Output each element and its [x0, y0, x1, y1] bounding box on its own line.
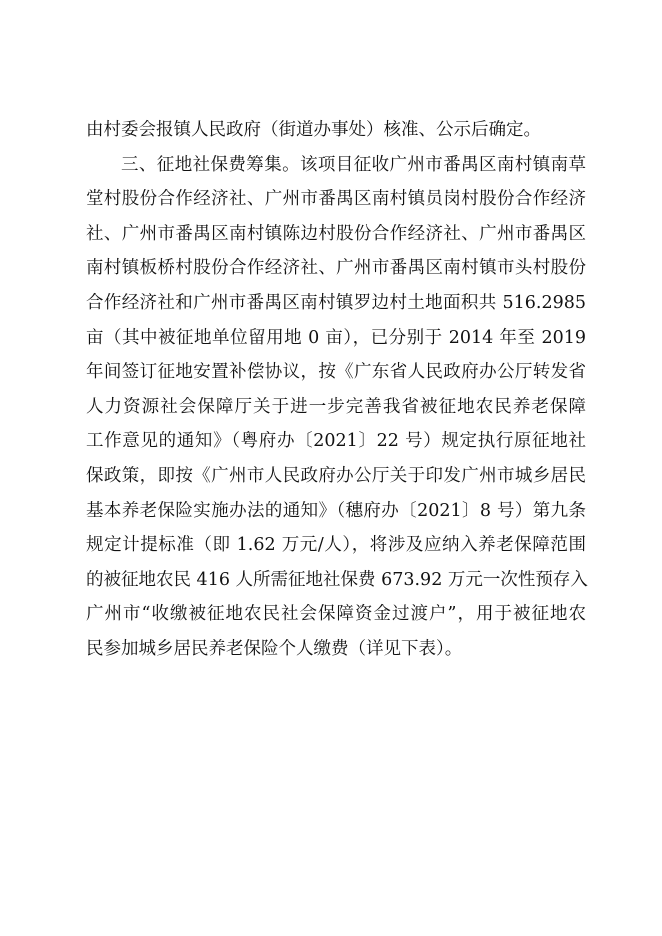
text-line: 保政策，即按《广州市人民政府办公厅关于印发广州市城乡居民 — [86, 465, 586, 486]
text-line: 南村镇板桥村股份合作经济社、广州市番禺区南村镇市头村股份 — [86, 258, 586, 279]
text-line: 堂村股份合作经济社、广州市番禺区南村镇员岗村股份合作经济 — [86, 189, 586, 210]
text-line: 合作经济社和广州市番禺区南村镇罗边村土地面积共 516.2985 — [86, 292, 586, 313]
text-line: 规定计提标准（即 1.62 万元/人），将涉及应纳入养老保障范围 — [86, 535, 586, 556]
body-text — [86, 113, 586, 667]
text-line: 的被征地农民 416 人所需征地社保费 673.92 万元一次性预存入 — [86, 569, 588, 590]
text-line: 民参加城乡居民养老保险个人缴费（详见下表）。 — [86, 638, 463, 659]
text-line: 社、广州市番禺区南村镇陈边村股份合作经济社、广州市番禺区 — [86, 223, 586, 244]
text-line: 亩（其中被征地单位留用地 0 亩），已分别于 2014 年至 2019 — [86, 327, 586, 348]
text-line: 年间签订征地安置补偿协议，按《广东省人民政府办公厅转发省 — [86, 362, 586, 383]
text-line: 广州市“收缴被征地农民社会保障资金过渡户”，用于被征地农 — [86, 604, 586, 625]
text-line: 由村委会报镇人民政府（街道办事处）核准、公示后确定。 — [86, 120, 541, 140]
text-line: 三、征地社保费筹集。该项目征收广州市番禺区南村镇南草 — [121, 154, 586, 175]
text-line: 人力资源社会保障厅关于进一步完善我省被征地农民养老保障 — [86, 396, 586, 417]
text-line: 工作意见的通知》（粤府办〔2021〕22 号）规定执行原征地社 — [86, 431, 586, 452]
text-line: 基本养老保险实施办法的通知》（穗府办〔2021〕8 号）第九条 — [86, 500, 586, 521]
